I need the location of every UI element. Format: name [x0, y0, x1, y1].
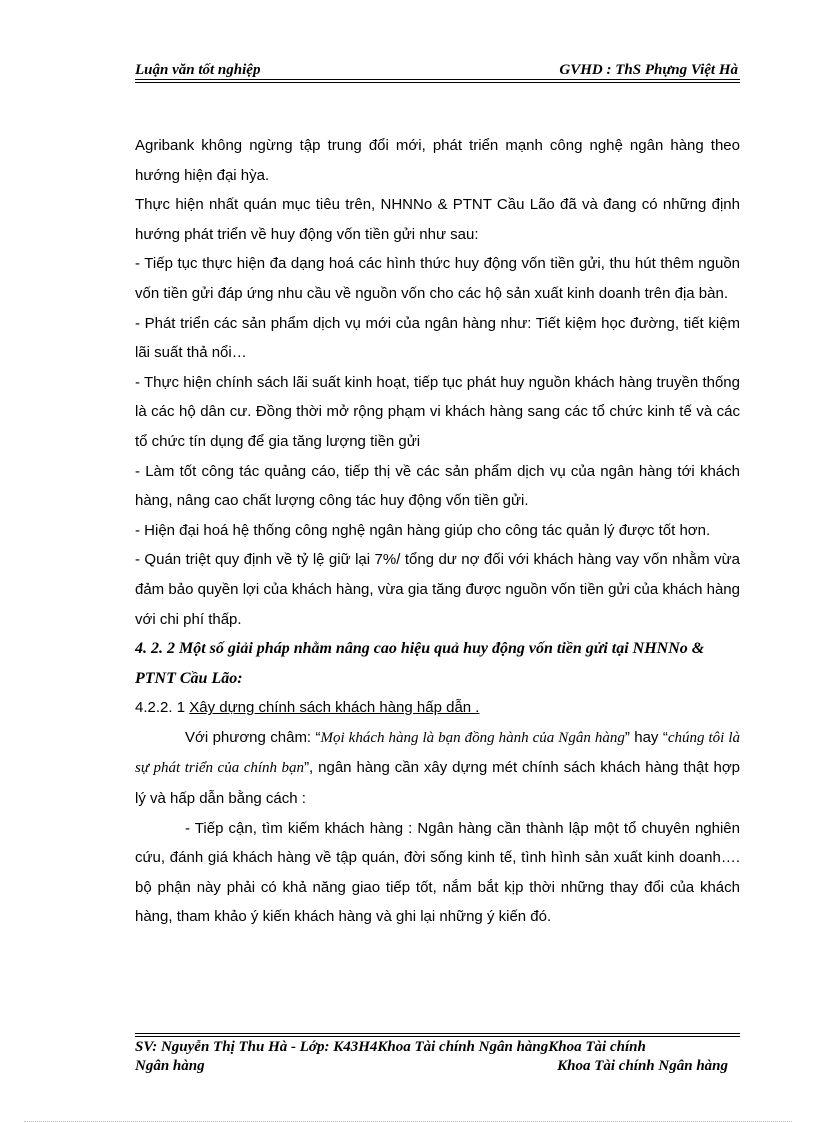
- bullet-paragraph: - Quán triệt quy định về tỷ lệ giữ lại 7%/ tổng dư nợ đối với khách hàng vay vốn nhằm vừa đảm bảo quyền lợi của khách hàng, vừa gia tăng được nguồn vốn tiền gửi của khách hàng với chi phí thấp.: [135, 551, 740, 628]
- footer-line-1: SV: Nguyễn Thị Thu Hà - Lớp: K43H4Khoa Tài chính Ngân hàngKhoa Tài chính: [135, 1039, 646, 1055]
- text-run: ” hay “: [624, 728, 668, 746]
- bullet-paragraph: - Làm tốt công tác quảng cáo, tiếp thị về các sản phẩm dịch vụ của ngân hàng tới khách hàng, nâng cao chất lượng công tác huy động vốn tiền gửi.: [135, 462, 740, 510]
- section-heading: 4. 2. 2 Một số giải pháp nhằm nâng cao hiệu quả huy động vốn tiền gửi tại NHNNo & PTNT Cầu Lão:: [135, 640, 705, 687]
- text-run: Với phương châm: “: [185, 728, 321, 746]
- text-run: ”, ngân hàng cần xây dựng mét chính sách khách hàng thật hợp lý và hấp dẫn bằng cách :: [135, 759, 741, 808]
- header-left-text: Luận văn tốt nghiệp: [135, 62, 261, 78]
- footer-line-2-left: Ngân hàng: [135, 1058, 205, 1074]
- subsection-title: Xây dựng chính sách khách hàng hấp dẫn .: [189, 699, 480, 717]
- paragraph: Agribank không ngừng tập trung đổi mới, phát triển mạnh công nghệ ngân hàng theo hướng hiện đại hỳa.: [135, 137, 740, 184]
- subsection-heading: [135, 693, 740, 723]
- bullet-paragraph: - Hiện đại hoá hệ thống công nghệ ngân hàng giúp cho công tác quản lý được tốt hơn.: [135, 521, 711, 539]
- page-edge: [24, 1121, 792, 1122]
- quote: chúng tôi là sự phát triển của chính bạn: [135, 729, 741, 777]
- document-body: [135, 131, 740, 932]
- bullet-paragraph: - Tiếp cận, tìm kiếm khách hàng : Ngân hàng cần thành lập một tổ chuyên nghiên cứu, đánh giá khách hàng về tập quán, đời sống kinh tế, tình hình sản xuất kinh doanh…. bộ phận này phải có khả năng giao tiếp tốt, nắm bắt kịp thời những thay đổi của khách hàng, tham khảo ý kiến khách hàng và ghi lại những ý kiến đó.: [135, 819, 740, 926]
- bullet-paragraph: - Thực hiện chính sách lãi suất kinh hoạt, tiếp tục phát huy nguồn khách hàng truyền thống là các hộ dân cư. Đồng thời mở rộng phạm vi khách hàng sang các tổ chức kinh tế và các tổ chức tín dụng để gia tăng lượng tiền gửi: [135, 373, 740, 450]
- footer-rule: [135, 1036, 740, 1037]
- bullet-paragraph: - Phát triển các sản phẩm dịch vụ mới của ngân hàng như: Tiết kiệm học đường, tiết kiệm lãi suất thả nổi…: [135, 314, 740, 362]
- page-footer: [135, 1038, 740, 1077]
- footer-rule: [135, 1033, 740, 1034]
- subsection-number: 4.2.2. 1: [135, 699, 186, 717]
- quote: Mọi khách hàng là bạn đồng hành của Ngân hàng: [320, 729, 625, 746]
- footer-line-2-right: Khoa Tài chính Ngân hàng: [557, 1058, 728, 1074]
- paragraph: Thực hiện nhất quán mục tiêu trên, NHNNo & PTNT Cầu Lão đã và đang có những định hướng phát triển về huy động vốn tiền gửi như sau:: [135, 196, 740, 243]
- bullet-paragraph: - Tiếp tục thực hiện đa dạng hoá các hình thức huy động vốn tiền gửi, thu hút thêm nguồn vốn tiền gửi đáp ứng nhu cầu về nguồn vốn cho các hộ sản xuất kinh doanh trên địa bàn.: [135, 255, 740, 302]
- header-rule: [135, 82, 740, 83]
- header-rule: [135, 79, 740, 80]
- footer-line-2: [135, 1057, 740, 1077]
- header-right-text: GVHD : ThS Phựng Việt Hà: [559, 62, 738, 78]
- paragraph: [135, 723, 740, 814]
